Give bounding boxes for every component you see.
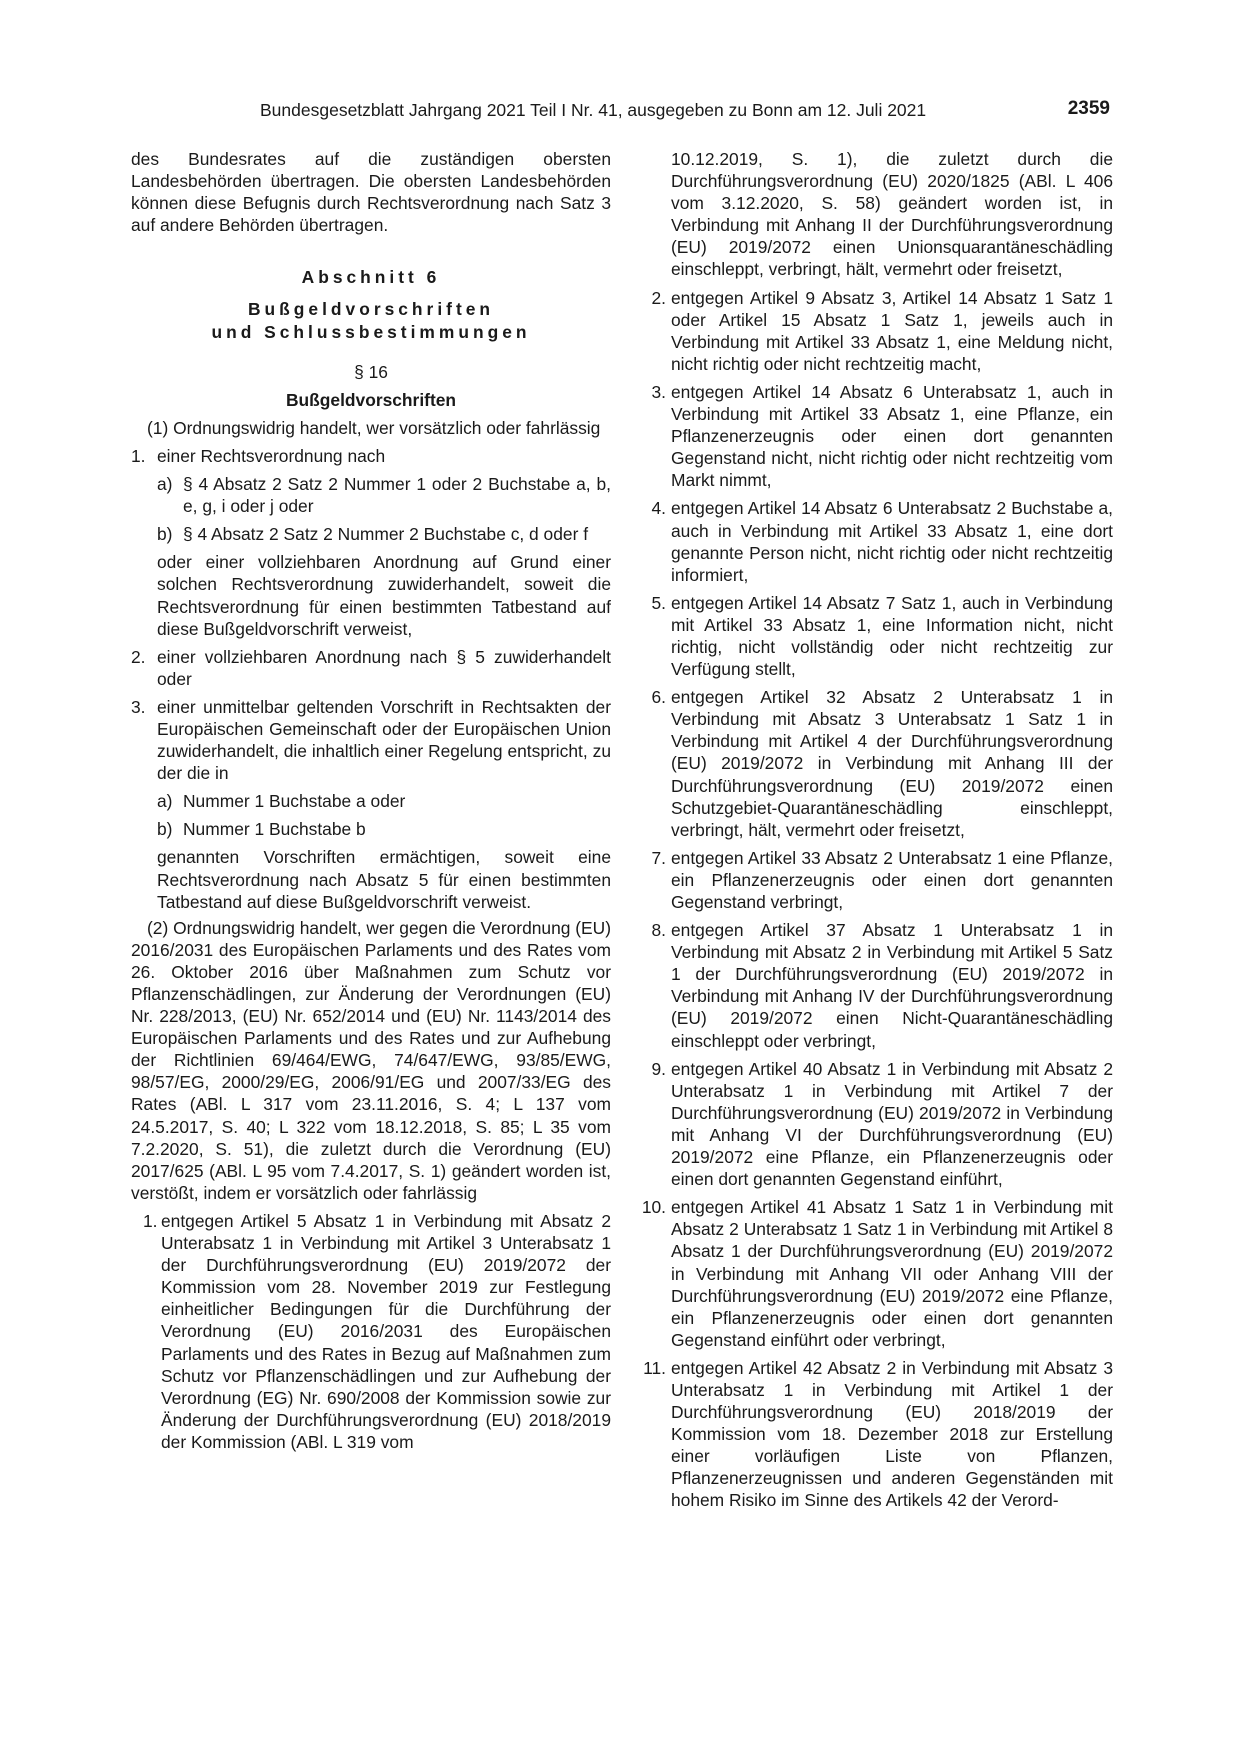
list-item [645, 381, 1113, 491]
sub-list-text: Nummer 1 Buchstabe a oder [183, 791, 406, 812]
list-item [645, 686, 1113, 841]
list-text: entgegen Artikel 14 Absatz 6 Unterabsatz 1, auch in Verbindung mit Artikel 33 Absatz 1, eine Pflanze, ein Pflanzenerzeugnis oder einen dort genannten Gegenstand nicht, nicht richtig oder nicht rechtzeitig vom Markt nimmt, [671, 381, 1113, 491]
list-number: 1. [131, 445, 146, 466]
list-text: entgegen Artikel 41 Absatz 1 Satz 1 in Verbindung mit Absatz 2 Unterabsatz 1 Satz 1 in Verbindung mit Artikel 8 Absatz 1 der Durchführungsverordnung (EU) 2019/2072 in Verbindung mit Anhang VII oder Anhang VIII der Durchführungsverordnung (EU) 2019/2072 eine Pflanze, ein Pflanzenerzeugnis oder einen dort genannten Gegenstand einführt oder verbringt, [671, 1197, 1113, 1350]
list-text: entgegen Artikel 14 Absatz 7 Satz 1, auch in Verbindung mit Artikel 33 Absatz 1, eine Information nicht, nicht richtig, nicht vollständig oder nicht rechtzeitig zur Verfügung stellt, [671, 592, 1113, 680]
list-text: einer unmittelbar geltenden Vorschrift in Rechtsakten der Europäischen Gemeinschaft oder der Europäischen Union zuwiderhandelt, die inhaltlich einer Regelung entspricht, zu der die in [157, 696, 611, 784]
list-text: entgegen Artikel 32 Absatz 2 Unterabsatz 1 in Verbindung mit Absatz 3 Unterabsatz 1 Satz 1 in Verbindung mit Artikel 4 der Durchführungsverordnung (EU) 2019/2072 in Verbindung mit Anhang III der Durchführungsverordnung (EU) 2019/2072 einen Schutzgebiet-Quarantäneschädling einschleppt, verbringt, hält, vermehrt oder freisetzt, [671, 687, 1113, 840]
page-number: 2359 [1067, 98, 1110, 119]
list-number: 2. [131, 646, 146, 667]
list-item [645, 497, 1113, 585]
list-item [645, 287, 1113, 375]
list-number: 2. [651, 287, 666, 308]
list-number: 4. [651, 498, 666, 519]
list-number: 3. [651, 381, 666, 402]
list-number: 10. [641, 1197, 666, 1218]
list-number: 7. [651, 847, 666, 868]
section-title-line-2: und Schlussbestimmungen [211, 321, 531, 342]
list-text: entgegen Artikel 14 Absatz 6 Unterabsatz 2 Buchstabe a, auch in Verbindung mit Artikel 33 Absatz 1, eine dort genannte Person nicht, nicht richtig oder nicht rechtzeitig informiert, [671, 498, 1113, 585]
paragraph-sign: § 16 [354, 361, 388, 382]
section-title-line-1: Bußgeldvorschriften [247, 299, 495, 320]
sub-list-item [131, 523, 611, 545]
list-number: 6. [651, 687, 666, 708]
abs1-intro: (1) Ordnungswidrig handelt, wer vorsätzlich oder fahrlässig [147, 417, 601, 438]
list-number: 9. [651, 1058, 666, 1079]
list-item [131, 1210, 611, 1453]
list-item [645, 847, 1113, 913]
sub-list-letter: b) [157, 819, 173, 840]
list-number: 8. [651, 920, 666, 941]
list-continuation: genannten Vorschriften ermächtigen, soweit eine Rechtsverordnung nach Absatz 5 für einen bestimmten Tatbestand auf diese Bußgeldvorschrift verweist. [157, 847, 611, 912]
intro-paragraph: des Bundesrates auf die zuständigen obersten Landesbehörden übertragen. Die obersten Landesbehörden können diese Befugnis durch Rechtsverordnung nach Satz 3 auf andere Behörden übertragen. [131, 149, 611, 236]
page-header [130, 100, 1110, 124]
list-text: entgegen Artikel 9 Absatz 3, Artikel 14 Absatz 1 Satz 1 oder Artikel 15 Absatz 1 Satz 1, jeweils auch in Verbindung mit Artikel 33 Absatz 1, eine Meldung nicht, nicht richtig oder nicht rechtzeitig macht, [671, 287, 1113, 374]
list-text: entgegen Artikel 42 Absatz 2 in Verbindung mit Absatz 3 Unterabsatz 1 in Verbindung mit Artikel 1 der Durchführungsverordnung (EU) 2018/2019 der Kommission vom 18. Dezember 2018 zur Erstellung einer vorläufigen Liste von Pflanzen, Pflanzenerzeugnissen und anderen Gegenständen mit hohem Risiko im Sinne des Artikels 42 der Verord- [671, 1357, 1113, 1511]
left-column [131, 148, 611, 1453]
list-item [645, 1357, 1113, 1512]
list-item [645, 592, 1113, 680]
list-text: entgegen Artikel 5 Absatz 1 in Verbindung mit Absatz 2 Unterabsatz 1 in Verbindung mit Artikel 3 Unterabsatz 1 der Durchführungsverordnung (EU) 2019/2072 der Kommission vom 28. November 2019 zur Festlegung einheitlicher Bedingungen für die Durchführung der Verordnung (EU) 2016/2031 des Europäischen Parlaments und des Rates in Bezug auf Maßnahmen zum Schutz vor Pflanzenschädlingen und zur Aufhebung der Verordnung (EG) Nr. 690/2008 der Kommission sowie zur Änderung der Durchführungsverordnung (EU) 2018/2019 der Kommission (ABl. L 319 vom [161, 1210, 611, 1452]
list-item [645, 919, 1113, 1052]
section-number: Abschnitt 6 [301, 267, 441, 288]
sub-list-item [131, 818, 611, 840]
list-number: 5. [651, 592, 666, 613]
list-item [131, 445, 611, 467]
sub-list-item [131, 473, 611, 517]
list-text: entgegen Artikel 40 Absatz 1 in Verbindung mit Absatz 2 Unterabsatz 1 in Verbindung mit Artikel 7 der Durchführungsverordnung (EU) 2019/2072 in Verbindung mit Anhang VI der Durchführungsverordnung (EU) 2019/2072 eine Pflanze, ein Pflanzenerzeugnis oder einen dort genannten Gegenstand einführt, [671, 1058, 1113, 1190]
sub-list-text: § 4 Absatz 2 Satz 2 Nummer 1 oder 2 Buchstabe a, b, e, g, i oder j oder [183, 474, 611, 517]
sub-list-text: § 4 Absatz 2 Satz 2 Nummer 2 Buchstabe c, d oder f [183, 524, 589, 545]
list-item [131, 696, 611, 784]
list-text: entgegen Artikel 33 Absatz 2 Unterabsatz 1 eine Pflanze, ein Pflanzenerzeugnis oder einen dort genannten Gegenstand verbringt, [671, 847, 1113, 912]
header-publication-line: Bundesgesetzblatt Jahrgang 2021 Teil I Nr. 41, ausgegeben zu Bonn am 12. Juli 2021 [260, 100, 927, 120]
list-number: 3. [131, 696, 146, 717]
list-continuation: 10.12.2019, S. 1), die zuletzt durch die Durchführungsverordnung (EU) 2020/1825 (ABl. L 406 vom 3.12.2020, S. 58) geändert worden ist, in Verbindung mit Anhang II der Durchführungsverordnung (EU) 2019/2072 einen Unionsquarantäneschädling einschleppt, verbringt, hält, vermehrt oder freisetzt, [671, 149, 1113, 280]
list-text: einer Rechtsverordnung nach [157, 445, 386, 466]
list-number: 11. [643, 1357, 666, 1378]
list-item [641, 1196, 1113, 1351]
sub-list-text: Nummer 1 Buchstabe b [183, 819, 366, 840]
list-continuation: oder einer vollziehbaren Anordnung auf Grund einer solchen Rechtsverordnung zuwiderhandelt, soweit die Rechtsverordnung für einen bestimmten Tatbestand auf diese Bußgeldvorschrift verweist, [157, 552, 611, 639]
sub-list-item [131, 790, 611, 812]
list-item [645, 1058, 1113, 1191]
list-text: entgegen Artikel 37 Absatz 1 Unterabsatz 1 in Verbindung mit Absatz 2 in Verbindung mit Artikel 5 Satz 1 der Durchführungsverordnung (EU) 2019/2072 in Verbindung mit Anhang IV der Durchführungsverordnung (EU) 2019/2072 einen Nicht-Quarantäneschädling einschleppt oder verbringt, [671, 920, 1113, 1051]
list-item [131, 646, 611, 690]
sub-list-letter: a) [157, 474, 173, 495]
abs2-intro: (2) Ordnungswidrig handelt, wer gegen die Verordnung (EU) 2016/2031 des Europäischen Parlaments und des Rates vom 26. Oktober 2016 über Maßnahmen zum Schutz vor Pflanzenschädlingen, zur Änderung der Verordnungen (EU) Nr. 228/2013, (EU) Nr. 652/2014 und (EU) Nr. 1143/2014 des Europäischen Parlaments und des Rates und zur Aufhebung der Richtlinien 69/464/EWG, 74/647/EWG, 93/85/EWG, 98/57/EG, 2000/29/EG, 2006/91/EG und 2007/33/EG des Rates (ABl. L 317 vom 23.11.2016, S. 4; L 137 vom 24.5.2017, S. 40; L 322 vom 18.12.2018, S. 85; L 35 vom 7.2.2020, S. 51), die zuletzt durch die Verordnung (EU) 2017/625 (ABl. L 95 vom 7.4.2017, S. 1) geändert worden ist, verstößt, indem er vorsätzlich oder fahrlässig [131, 917, 612, 1203]
paragraph-title: Bußgeldvorschriften [285, 389, 457, 410]
sub-list-letter: b) [157, 524, 173, 545]
list-number: 1. [143, 1210, 158, 1231]
sub-list-letter: a) [157, 791, 173, 812]
list-text: einer vollziehbaren Anordnung nach § 5 zuwiderhandelt oder [157, 646, 611, 689]
right-column [641, 148, 1113, 1512]
